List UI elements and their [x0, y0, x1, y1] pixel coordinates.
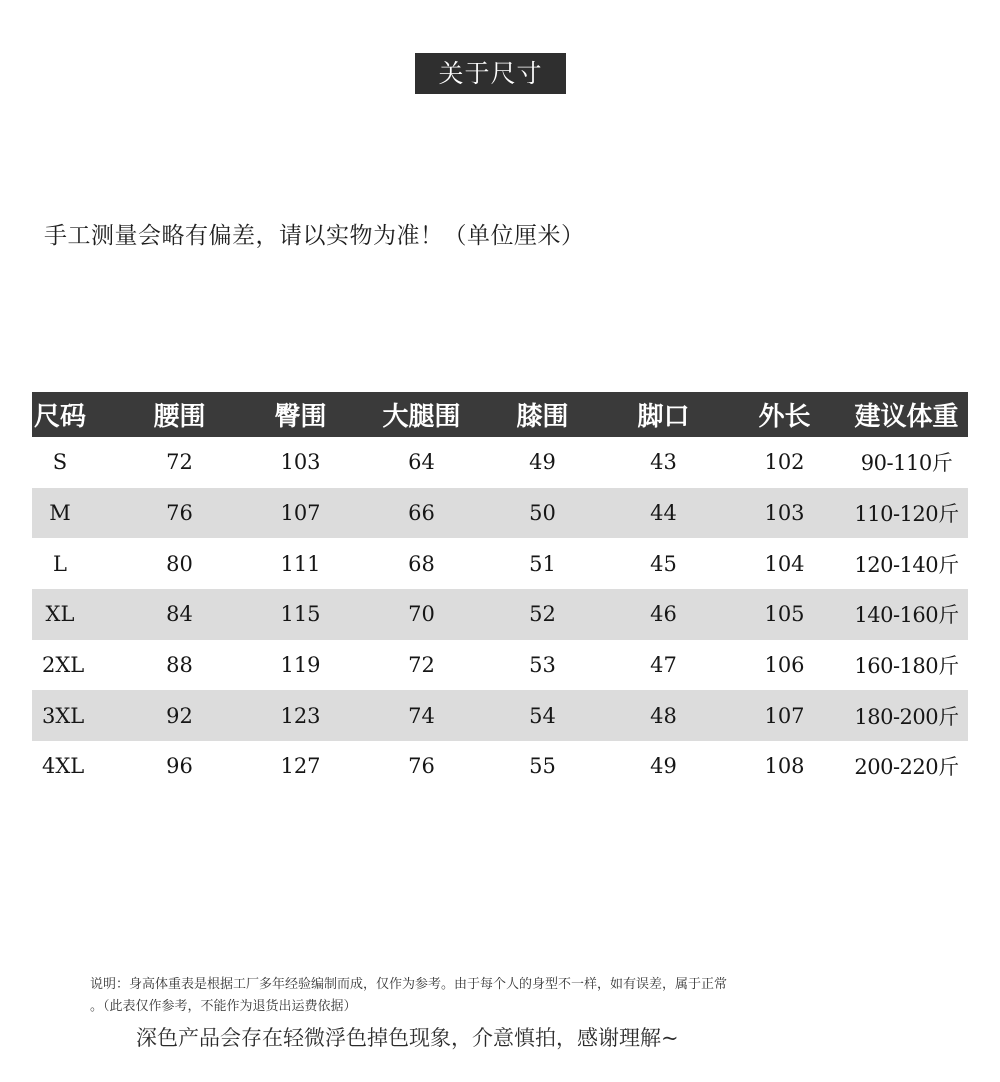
cell-knee: 53	[529, 653, 556, 678]
page-title: 关于尺寸	[415, 53, 566, 94]
header-hip: 臀围	[240, 392, 361, 437]
table-header-row	[32, 392, 968, 437]
cell-length: 107	[724, 690, 845, 741]
cell-thigh: 76	[408, 754, 435, 779]
cell-hem: 47	[650, 653, 677, 678]
header-knee: 膝围	[482, 392, 603, 437]
cell-knee: 50	[482, 488, 603, 539]
cell-thigh: 66	[361, 488, 482, 539]
cell-size	[32, 741, 119, 792]
header-size: 尺码	[32, 392, 119, 437]
size-label: M	[49, 501, 71, 526]
cell-hip: 111	[280, 551, 321, 576]
cell-length: 105	[724, 589, 845, 640]
cell-weight: 160-180斤	[854, 654, 959, 679]
table-row	[32, 488, 968, 539]
cell-size	[32, 589, 119, 640]
cell-size	[32, 437, 119, 488]
cell-thigh: 70	[361, 589, 482, 640]
table-row	[32, 690, 968, 741]
cell-thigh: 74	[361, 690, 482, 741]
cell-size	[32, 538, 119, 589]
cell-size	[32, 640, 119, 691]
cell-waist: 72	[166, 450, 193, 475]
cell-waist: 76	[119, 488, 240, 539]
cell-hem: 44	[603, 488, 724, 539]
cell-size	[32, 690, 119, 741]
cell-length: 104	[764, 551, 805, 576]
cell-hip: 127	[280, 754, 321, 779]
header-weight: 建议体重	[845, 392, 968, 437]
cell-knee: 54	[482, 690, 603, 741]
cell-waist: 88	[166, 653, 193, 678]
cell-hem: 49	[650, 754, 677, 779]
table-row	[32, 437, 968, 488]
header-hem: 脚口	[603, 392, 724, 437]
cell-hem: 46	[603, 589, 724, 640]
cell-hem: 43	[650, 450, 677, 475]
cell-thigh: 72	[408, 653, 435, 678]
size-label: XL	[45, 602, 75, 627]
cell-knee: 52	[482, 589, 603, 640]
cell-length: 106	[764, 653, 805, 678]
cell-weight: 110-120斤	[845, 488, 968, 539]
cell-waist: 80	[166, 551, 193, 576]
cell-length: 103	[724, 488, 845, 539]
disclaimer-line-2: 。（此表仅作参考，不能作为退货出运费依据）	[90, 999, 357, 1014]
cell-size	[32, 488, 119, 539]
table-row	[32, 538, 968, 589]
cell-thigh: 64	[408, 450, 435, 475]
cell-waist: 92	[119, 690, 240, 741]
table-row	[32, 741, 968, 792]
cell-hip: 115	[240, 589, 361, 640]
cell-weight: 140-160斤	[845, 589, 968, 640]
cell-weight: 120-140斤	[854, 552, 959, 577]
table-row	[32, 589, 968, 640]
cell-thigh: 68	[408, 551, 435, 576]
size-label: L	[53, 551, 67, 576]
size-label: 2XL	[42, 653, 85, 678]
cell-hip: 107	[240, 488, 361, 539]
disclaimer-line-1: 说明：身高体重表是根据工厂多年经验编制而成，仅作为参考。由于每个人的身型不一样，如有误差，属于正常	[90, 977, 728, 992]
cell-hip: 119	[280, 653, 321, 678]
cell-hip: 103	[280, 450, 321, 475]
size-label: S	[52, 450, 68, 475]
measurement-note: 手工测量会略有偏差，请以实物为准！（单位厘米）	[44, 223, 585, 249]
cell-hip: 123	[240, 690, 361, 741]
cell-hem: 48	[603, 690, 724, 741]
header-length: 外长	[724, 392, 845, 437]
cell-knee: 51	[529, 551, 556, 576]
cell-waist: 84	[119, 589, 240, 640]
cell-knee: 55	[529, 754, 556, 779]
table-row	[32, 640, 968, 691]
cell-hem: 45	[650, 551, 677, 576]
cell-knee: 49	[529, 450, 556, 475]
header-waist: 腰围	[119, 392, 240, 437]
color-fade-notice: 深色产品会存在轻微浮色掉色现象，介意慎拍，感谢理解~	[136, 1026, 679, 1050]
cell-weight: 200-220斤	[854, 755, 959, 780]
size-table	[32, 392, 968, 792]
cell-waist: 96	[166, 754, 193, 779]
cell-weight: 180-200斤	[845, 690, 968, 741]
size-label: 4XL	[42, 754, 85, 779]
header-thigh: 大腿围	[361, 392, 482, 437]
size-label: 3XL	[42, 703, 85, 728]
cell-length: 102	[764, 450, 805, 475]
cell-length: 108	[764, 754, 805, 779]
cell-weight: 90-110斤	[860, 451, 953, 476]
